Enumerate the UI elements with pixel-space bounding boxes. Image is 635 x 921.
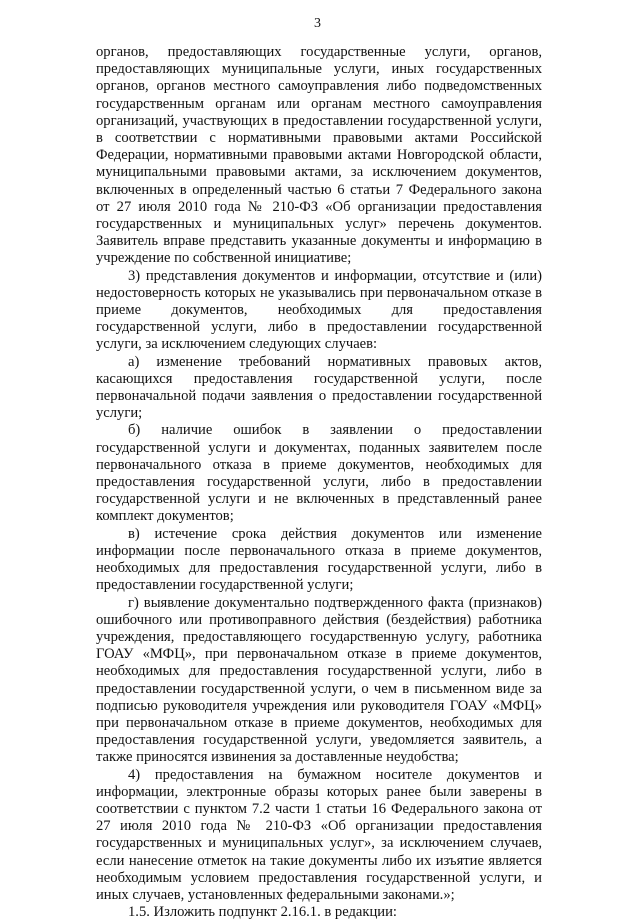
paragraph-subitem-v: в) истечение срока действия документов или изменение информации после первоначального отказа в приеме документов, необходимых для предоставления государственной услуги, либо в предоставлении государственной услуги;: [96, 525, 542, 594]
paragraph-subitem-g: г) выявление документально подтвержденного факта (признаков) ошибочного или противоправного действия (бездействия) работника учреждения, предоставляющего государственную услугу, работника ГОАУ «МФЦ», при первоначальном отказе в приеме документов, необходимых для предоставления государственной услуги, либо в предоставлении государственной услуги, о чем в письменном виде за подписью руководителя учреждения или руководителя ГОАУ «МФЦ» при первоначальном отказе в приеме документов, необходимых для предоставления государственной услуги, уведомляется заявитель, а также приносятся извинения за доставленные неудобства;: [96, 594, 542, 766]
page-number: 3: [314, 16, 321, 31]
document-body: [96, 44, 542, 921]
paragraph-continuation: органов, предоставляющих государственные услуги, органов, предоставляющих муниципальные услуги, иных государственных органов, органов местного самоуправления либо подведомственных государственным органам или органам местного самоуправления организаций, участвующих в предоставлении государственной услуги, в соответствии с нормативными правовыми актами Российской Федерации, нормативными правовыми актами Новгородской области, муниципальными правовыми актами, за исключением документов, включенных в определенный частью 6 статьи 7 Федерального закона от 27 июля 2010 года № 210-ФЗ «Об организации предоставления государственных и муниципальных услуг» перечень документов. Заявитель вправе представить указанные документы и информацию в учреждение по собственной инициативе;: [96, 44, 542, 267]
paragraph-item-4: 4) предоставления на бумажном носителе документов и информации, электронные образы которых ранее были заверены в соответствии с пунктом 7.2 части 1 статьи 16 Федерального закона от 27 июля 2010 года № 210-ФЗ «Об организации предоставления государственных и муниципальных услуг», за исключением случаев, если нанесение отметок на такие документы либо их изъятие является необходимым условием предоставления государственной услуги, и иных случаев, установленных федеральными законами.»;: [96, 766, 542, 903]
paragraph-subitem-a: а) изменение требований нормативных правовых актов, касающихся предоставления государственной услуги, после первоначальной подачи заявления о предоставлении государственной услуги;: [96, 353, 542, 422]
paragraph-subitem-b: б) наличие ошибок в заявлении о предоставлении государственной услуги и документах, поданных заявителем после первоначального отказа в приеме документов, необходимых для предоставления государственной услуги, либо в предоставлении государственной услуги и не включенных в представленный ранее комплект документов;: [96, 422, 542, 525]
paragraph-clause-1-5: 1.5. Изложить подпункт 2.16.1. в редакции:: [128, 904, 397, 921]
paragraph-item-3: 3) представления документов и информации, отсутствие и (или) недостоверность которых не указывались при первоначальном отказе в приеме документов, необходимых для предоставления государственной услуги, либо в предоставлении государственной услуги, за исключением следующих случаев:: [96, 267, 542, 353]
